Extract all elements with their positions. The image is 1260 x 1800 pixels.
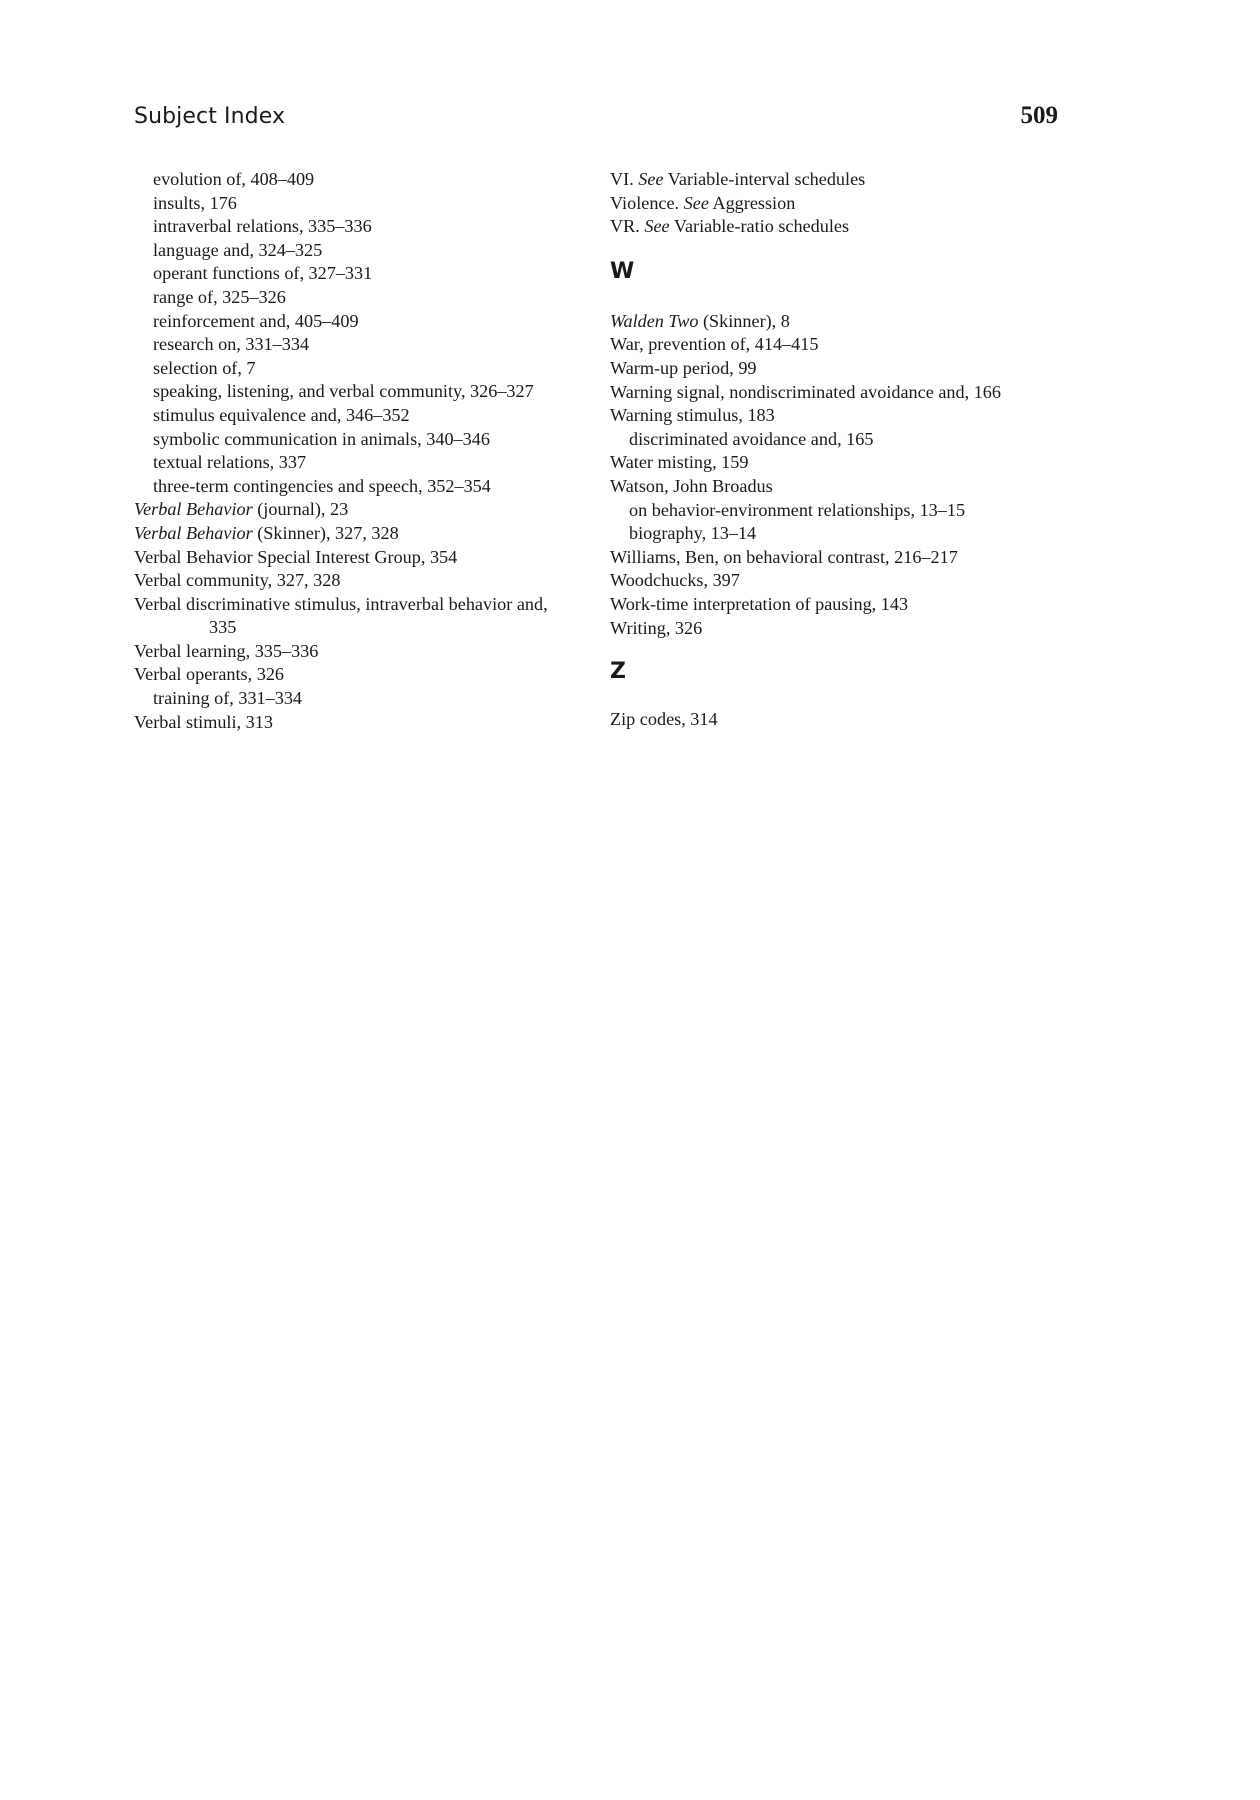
index-entry: Watson, John Broadus [610,475,773,496]
running-head: Subject Index [134,104,286,129]
entry-title-italic: Verbal Behavior [134,522,253,543]
entry-title-italic: Verbal Behavior [134,499,253,520]
entry-text: (journal), 23 [252,499,349,520]
index-entry: Warm-up period, 99 [610,357,757,378]
section-heading-z: Z [610,659,626,685]
index-entry: Verbal operants, 326 [134,664,285,685]
index-entry [610,310,1080,334]
index-subentry: language and, 324–325 [153,239,323,260]
section-heading-w: W [610,258,635,284]
index-entry: Zip codes, 314 [610,709,718,730]
index-entry: Verbal Behavior Special Interest Group, 354 [134,546,458,567]
index-subentry: evolution of, 408–409 [153,169,315,189]
entry-title-italic: Walden Two [610,310,699,331]
index-subentry: operant functions of, 327–331 [153,263,373,284]
see-reference: See [644,216,670,237]
index-subentry: on behavior-environment relationships, 13–15 [629,499,966,520]
index-subentry: intraverbal relations, 335–336 [153,216,372,237]
index-entry: Verbal discriminative stimulus, intraverbal behavior and, 335 [134,593,548,638]
index-entry: Woodchucks, 397 [610,570,740,591]
see-reference: See [683,192,709,213]
index-entry [610,192,1080,216]
index-subentry: insults, 176 [153,192,237,213]
entry-text: (Skinner), 8 [698,310,790,331]
index-subentry: biography, 13–14 [629,523,757,544]
index-entry: Verbal stimuli, 313 [134,711,273,732]
index-entry: War, prevention of, 414–415 [610,334,819,355]
entry-text: Violence. [610,192,684,213]
entry-text: Variable-interval schedules [663,169,866,189]
index-subentry: speaking, listening, and verbal community, 326–327 [153,381,534,402]
index-subentry: training of, 331–334 [153,688,303,709]
entry-text: (Skinner), 327, 328 [252,522,399,543]
index-entry: Writing, 326 [610,617,703,638]
index-entry: Warning signal, nondiscriminated avoidance and, 166 [610,381,1001,402]
index-entry: Work-time interpretation of pausing, 143 [610,593,909,614]
index-entry [134,498,574,522]
index-subentry: range of, 325–326 [153,286,286,307]
index-subentry: reinforcement and, 405–409 [153,310,359,331]
index-entry: Williams, Ben, on behavioral contrast, 216–217 [610,546,958,567]
index-column-left [134,168,574,734]
index-column-right [610,168,1080,732]
page-number: 509 [1020,102,1058,129]
index-entry: Water misting, 159 [610,452,749,473]
entry-text: Aggression [708,192,796,213]
entry-text: Variable-ratio schedules [669,216,850,237]
see-reference: See [638,169,664,189]
index-subentry: three-term contingencies and speech, 352–354 [153,475,491,496]
index-entry: Warning stimulus, 183 [610,405,775,426]
index-entry [610,168,1080,192]
entry-text: VR. [610,216,645,237]
index-entry [610,215,1080,239]
index-entry: Verbal community, 327, 328 [134,570,341,591]
index-subentry: research on, 331–334 [153,334,310,355]
entry-text: VI. [610,169,639,189]
index-subentry: stimulus equivalence and, 346–352 [153,404,410,425]
index-subentry: discriminated avoidance and, 165 [629,428,874,449]
index-entry [134,522,574,546]
index-subentry: symbolic communication in animals, 340–346 [153,428,490,449]
index-entry: Verbal learning, 335–336 [134,640,319,661]
index-subentry: textual relations, 337 [153,452,307,473]
index-subentry: selection of, 7 [153,357,256,378]
